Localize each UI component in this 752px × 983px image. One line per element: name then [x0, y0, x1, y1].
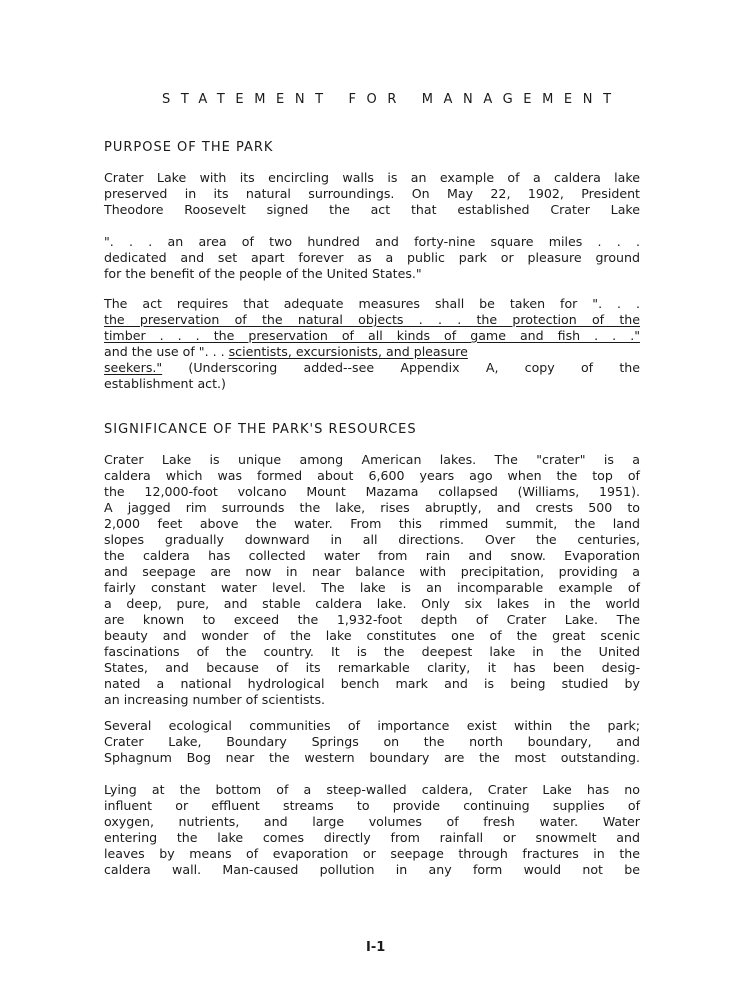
significance-paragraph-3	[104, 782, 640, 878]
purpose-heading: PURPOSE OF THE PARK	[104, 140, 274, 155]
text-line: Lying at the bottom of a steep-walled caldera, Crater Lake has no	[104, 782, 640, 797]
text-line: Theodore Roosevelt signed the act that established Crater Lake	[104, 202, 640, 217]
significance-paragraph-2	[104, 718, 640, 766]
text-line: States, and because of its remarkable clarity, it has been desig-	[104, 660, 640, 675]
text-line: Several ecological communities of importance exist within the park;	[104, 718, 640, 733]
text-line: for the benefit of the people of the United States."	[104, 266, 422, 281]
text-line: Sphagnum Bog near the western boundary are the most outstanding.	[104, 750, 640, 765]
text-line: caldera wall. Man-caused pollution in any form would not be	[104, 862, 640, 877]
text-line: are known to exceed the 1,932-foot depth of Crater Lake. The	[104, 612, 640, 627]
text-line: beauty and wonder of the lake constitutes one of the great scenic	[104, 628, 640, 643]
text-line: oxygen, nutrients, and large volumes of fresh water. Water	[104, 814, 640, 829]
text-line: leaves by means of evaporation or seepage through fractures in the	[104, 846, 640, 861]
text-line: an increasing number of scientists.	[104, 692, 326, 707]
page-title: STATEMENT FOR MANAGEMENT	[162, 92, 622, 107]
text-line: preserved in its natural surroundings. On May 22, 1902, President	[104, 186, 640, 201]
text-line: ". . . an area of two hundred and forty-nine square miles . . .	[104, 234, 640, 249]
act-requirements-paragraph	[104, 296, 640, 392]
text-line: a deep, pure, and stable caldera lake. Only six lakes in the world	[104, 596, 640, 611]
text-line: influent or effluent streams to provide continuing supplies of	[104, 798, 640, 813]
text-line: slopes gradually downward in all directions. Over the centuries,	[104, 532, 640, 547]
text-line: Crater Lake, Boundary Springs on the north boundary, and	[104, 734, 640, 749]
text-fragment: and the use of ". . .	[104, 344, 229, 359]
text-line: nated a national hydrological bench mark and is being studied by	[104, 676, 640, 691]
act-quote-paragraph	[104, 234, 640, 282]
text-line: establishment act.)	[104, 376, 226, 391]
text-line	[104, 344, 640, 360]
text-line: Crater Lake is unique among American lakes. The "crater" is a	[104, 452, 640, 467]
page-number: I-1	[366, 940, 386, 955]
text-line: the 12,000-foot volcano Mount Mazama collapsed (Williams, 1951).	[104, 484, 640, 499]
text-line: fascinations of the country. It is the deepest lake in the United	[104, 644, 640, 659]
purpose-paragraph-1	[104, 170, 640, 218]
text-line: 2,000 feet above the water. From this rimmed summit, the land	[104, 516, 640, 531]
text-line: the caldera has collected water from rain and snow. Evaporation	[104, 548, 640, 563]
underlined-text-line: timber . . . the preservation of all kinds of game and fish . . ."	[104, 328, 640, 343]
text-line: caldera which was formed about 6,600 years ago when the top of	[104, 468, 640, 483]
significance-paragraph-1	[104, 452, 640, 708]
text-line: fairly constant water level. The lake is an incomparable example of	[104, 580, 640, 595]
text-line: dedicated and set apart forever as a public park or pleasure ground	[104, 250, 640, 265]
text-line: A jagged rim surrounds the lake, rises abruptly, and crests 500 to	[104, 500, 640, 515]
text-line: Crater Lake with its encircling walls is an example of a caldera lake	[104, 170, 640, 185]
text-fragment: (Underscoring added--see Appendix A, copy of the	[188, 360, 640, 375]
text-line: entering the lake comes directly from rainfall or snowmelt and	[104, 830, 640, 845]
underlined-text-fragment: seekers."	[104, 360, 163, 375]
text-line: and seepage are now in near balance with precipitation, providing a	[104, 564, 640, 579]
text-line	[104, 360, 640, 376]
underlined-text-fragment: scientists, excursionists, and pleasure	[228, 344, 468, 359]
text-line: The act requires that adequate measures shall be taken for ". . .	[104, 296, 640, 311]
underlined-text-line: the preservation of the natural objects . . . the protection of the	[104, 312, 640, 327]
significance-heading: SIGNIFICANCE OF THE PARK'S RESOURCES	[104, 422, 417, 437]
